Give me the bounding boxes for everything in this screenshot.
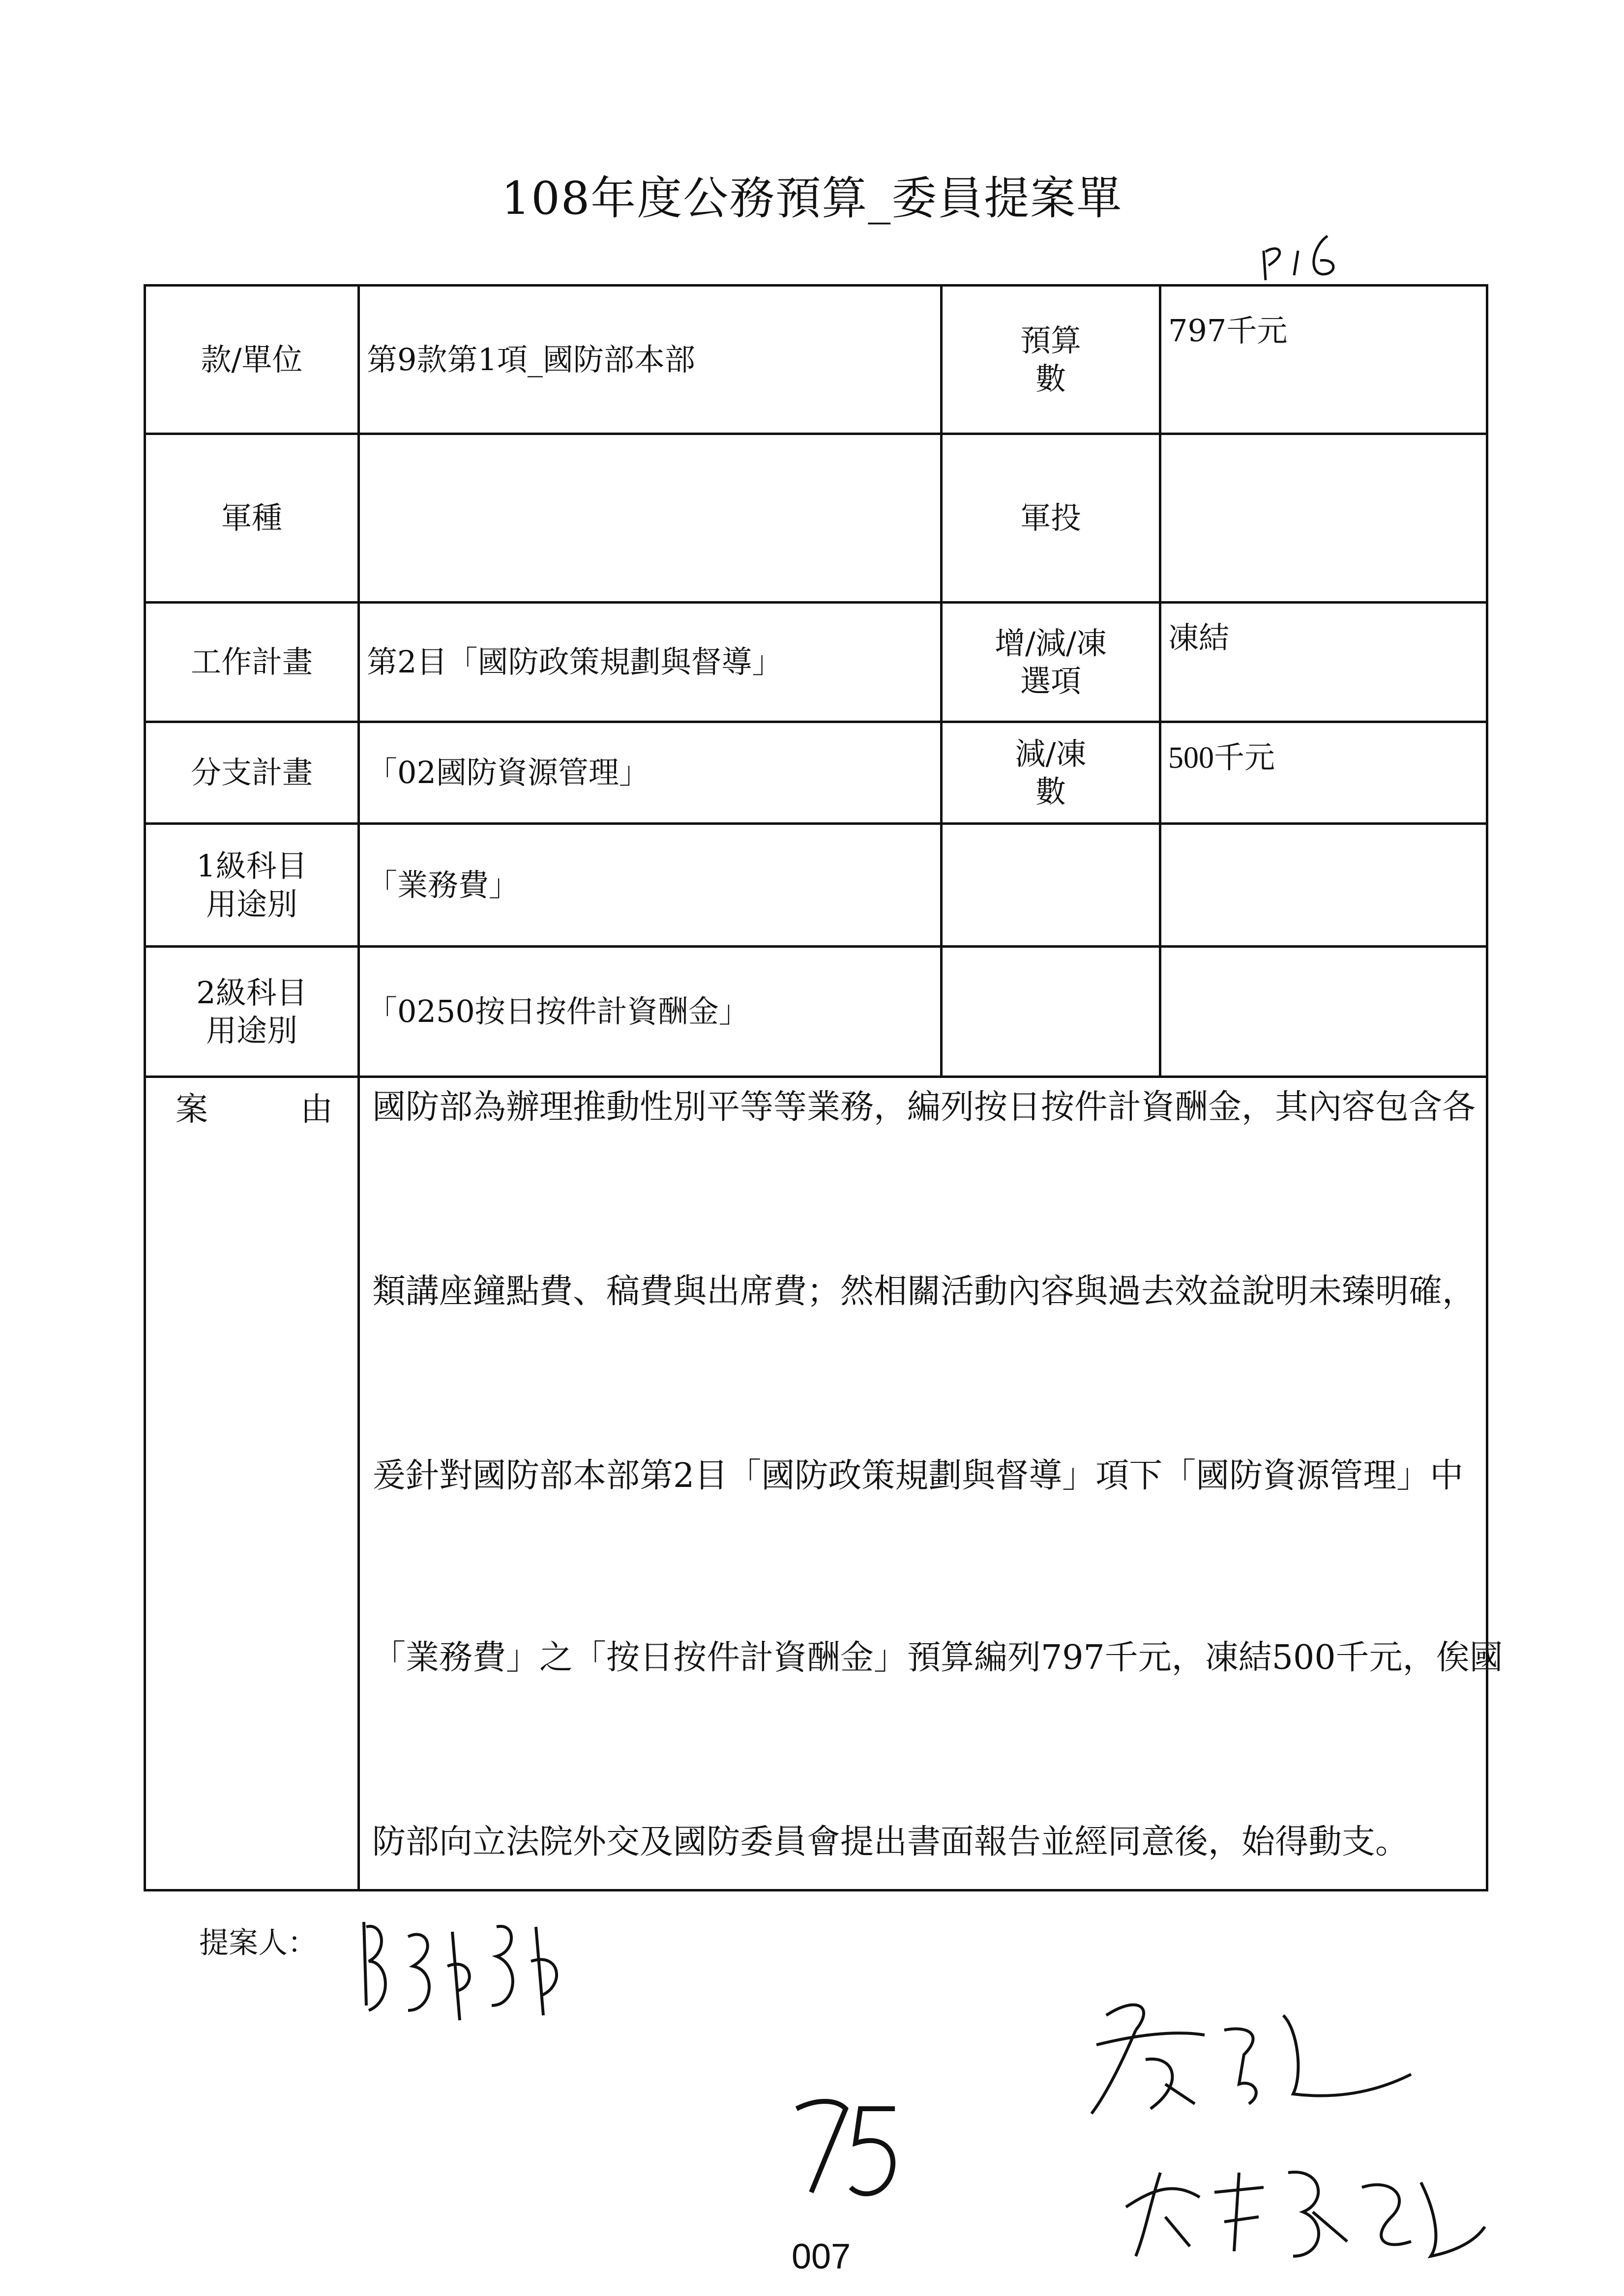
budget-amount-value: 797千元 xyxy=(1168,313,1288,349)
level1-category-label-line2: 用途別 xyxy=(206,886,297,922)
level2-category-label xyxy=(146,948,357,1075)
work-plan-label: 工作計畫 xyxy=(190,644,313,680)
handwritten-page-mark xyxy=(1259,216,1357,285)
cut-freeze-amount-label xyxy=(943,723,1159,822)
adjust-option-label-line1: 增/減/凍 xyxy=(995,625,1107,661)
service-branch-label: 軍種 xyxy=(221,500,282,536)
adjust-option-label xyxy=(943,604,1159,721)
military-investment-value xyxy=(1161,435,1486,601)
budget-amount-label-line1: 預算 xyxy=(1020,322,1081,358)
level2-category-label-line2: 用途別 xyxy=(206,1013,297,1048)
level2-category-value: 「0250按日按件計資酬金」 xyxy=(367,993,749,1030)
level2-category-label-line1: 2級科目 xyxy=(196,974,307,1011)
adjust-option-value: 凍結 xyxy=(1168,620,1230,656)
cut-freeze-amount-label-line1: 減/凍 xyxy=(1015,735,1087,772)
reason-section xyxy=(146,1083,1503,1889)
reason-line-3: 爰針對國防部本部第2目「國防政策規劃與督導」項下「國防資源管理」中 xyxy=(372,1456,1464,1495)
reason-label-char-2: 由 xyxy=(300,1090,333,1128)
service-branch-value xyxy=(360,435,940,601)
reason-label xyxy=(176,1083,333,1128)
level1-category-value: 「業務費」 xyxy=(367,867,520,903)
signature-1 xyxy=(354,1907,580,2035)
reason-line-4: 「業務費」之「按日按件計資酬金」預算編列797千元，凍結500千元，俟國 xyxy=(372,1638,1503,1677)
reason-line-5: 防部向立法院外交及國防委員會提出書面報告並經同意後，始得動支。 xyxy=(372,1823,1409,1861)
signature-2 xyxy=(1077,1986,1421,2143)
level1-category-label xyxy=(146,825,357,945)
reason-line-1: 國防部為辦理推動性別平等等業務，編列按日按件計資酬金，其內容包含各 xyxy=(372,1088,1476,1127)
page-title: 108年度公務預算_委員提案單 xyxy=(501,172,1123,225)
work-plan-value: 第2目「國防政策規劃與督導」 xyxy=(367,644,783,680)
branch-plan-label: 分支計畫 xyxy=(190,755,313,791)
branch-plan-value: 「02國防資源管理」 xyxy=(367,755,650,791)
proposal-table xyxy=(144,284,1503,1891)
signature-3 xyxy=(1116,2143,1490,2271)
handwritten-number xyxy=(787,2089,905,2207)
proposer-label: 提案人： xyxy=(199,1926,317,1960)
budget-amount-label xyxy=(943,287,1159,433)
level1-category-label-line1: 1級科目 xyxy=(196,848,307,884)
reason-label-char-1: 案 xyxy=(176,1090,208,1128)
cut-freeze-amount-label-line2: 數 xyxy=(1035,774,1066,810)
unit-value: 第9款第1項_國防部本部 xyxy=(367,341,695,378)
unit-label: 款/單位 xyxy=(201,341,303,378)
military-investment-label: 軍投 xyxy=(1020,500,1081,536)
footer-page-number: 007 xyxy=(792,2237,851,2276)
budget-amount-label-line2: 數 xyxy=(1035,360,1066,397)
reason-line-2: 類講座鐘點費、稿費與出席費；然相關活動內容與過去效益說明未臻明確， xyxy=(372,1272,1476,1311)
cut-freeze-amount-value: 500千元 xyxy=(1168,741,1275,775)
adjust-option-label-line2: 選項 xyxy=(1020,663,1081,699)
